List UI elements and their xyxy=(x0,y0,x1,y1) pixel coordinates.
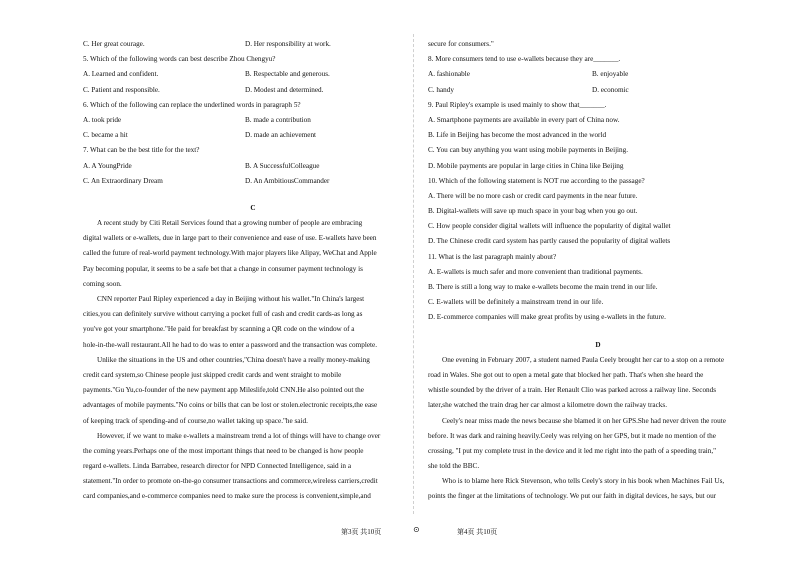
section-heading-d: D xyxy=(595,340,601,349)
passage-line: cities,you can definitely survive without carrying a pocket full of cash and credit cards-as long as xyxy=(83,310,363,319)
option-d: D. An AmbitiousCommander xyxy=(245,176,330,185)
left-page xyxy=(83,0,423,505)
section-heading-c: C xyxy=(250,203,256,212)
passage-line: Unlike the situations in the US and other countries,"China doesn't have a really money-making xyxy=(97,355,370,364)
passage-line: CNN reporter Paul Ripley experienced a day in Beijing without his wallet."In China's largest xyxy=(97,295,365,303)
passage-line: before. It was dark and raining heavily.Ceely was relying on her GPS, but it made no mention of the xyxy=(428,431,716,440)
passage-line: you've got your smartphone."He paid for breakfast by scanning a QR code on the window of a xyxy=(83,325,355,334)
passage-continuation: secure for consumers." xyxy=(428,40,494,48)
option-c: C. How people consider digital wallets will influence the popularity of digital wallet xyxy=(428,222,671,231)
option-d: D. made an achievement xyxy=(245,131,317,140)
question-8: 8. More consumers tend to use e-wallets because they are_______. xyxy=(428,55,621,64)
passage-line: payments."Gu Yu,co-founder of the new payment app Mileslife,told CNN.He also pointed out the xyxy=(83,386,364,395)
passage-line: coming soon. xyxy=(83,279,122,288)
page-number-left: 第3页 共10页 xyxy=(341,528,382,536)
option-b: B. Life in Beijing has become the most advanced in the world xyxy=(428,131,607,140)
binding-mark-icon: ⊙ xyxy=(413,525,420,534)
passage-line: credit card system,so Chinese people just skipped credit cards and went straight to mobile xyxy=(83,370,342,379)
option-a: A. Smartphone payments are available in every part of China now. xyxy=(428,115,620,124)
right-page xyxy=(428,0,768,505)
passage-line: of keeping track of spending-and of course,no wallet taking up space."he said. xyxy=(83,416,308,425)
passage-line: points the finger at the limitations of technology. We put our faith in digital devices, he says, but our xyxy=(428,492,717,501)
option-c: C. handy xyxy=(428,85,454,94)
question-11: 11. What is the last paragraph mainly about? xyxy=(428,252,557,261)
passage-line: regard e-wallets. Linda Barrabee, research director for NPD Connected Intelligence, said in a xyxy=(83,462,352,471)
option-c: C. Her great courage. xyxy=(83,40,145,48)
passage-line: One evening in February 2007, a student named Paula Ceely brought her car to a stop on a remote xyxy=(442,355,725,364)
passage-line: called the future of real-world payment technology.With major players like Alipay, WeChat and Apple xyxy=(83,249,377,258)
passage-line: advantages of mobile payments."No coins or bills that can be lost or stolen.electronic receipts,the ease xyxy=(83,401,378,410)
option-row xyxy=(428,67,768,82)
option-d: D. Modest and determined. xyxy=(245,85,324,94)
passage-line: Pay becoming popular, it seems to be a safe bet that a change in consumer payment technology is xyxy=(83,264,363,273)
option-c: C. You can buy anything you want using mobile payments in Beijing. xyxy=(428,146,629,155)
option-a: A. fashionable xyxy=(428,70,470,79)
page-number-right: 第4页 共10页 xyxy=(457,528,498,536)
passage-line: the coming years.Perhaps one of the most important things that need to be changed is how people xyxy=(83,446,364,455)
passage-line: whistle sounded by the driver of a train. Her Renault Clio was parked across a railway line. Seconds xyxy=(428,386,717,395)
passage-line: card companies,and e-commerce companies need to make sure the process is convenient,simple,and xyxy=(83,492,371,501)
question-7: 7. What can be the best title for the text? xyxy=(83,146,200,155)
option-row xyxy=(428,83,768,98)
passage-line: digital wallets or e-wallets, due in large part to their convenience and ease of use. E-wallets have been xyxy=(83,234,377,243)
passage-line: road in Wales. She got out to open a metal gate that blocked her path. That's when she heard the xyxy=(428,370,704,379)
option-row xyxy=(83,159,423,174)
option-a: A. There will be no more cash or credit card payments in the near future. xyxy=(428,191,638,200)
option-a: A. took pride xyxy=(83,115,122,124)
option-c: C. Patient and responsible. xyxy=(83,85,160,94)
option-b: B. There is still a long way to make e-wallets become the main trend in our life. xyxy=(428,283,658,291)
option-c: C. became a hit xyxy=(83,131,128,140)
question-10: 10. Which of the following statement is NOT rue according to the passage? xyxy=(428,176,645,185)
question-9: 9. Paul Ripley's example is used mainly to show that_______. xyxy=(428,100,607,109)
option-d: D. Mobile payments are popular in large cities in China like Beijing xyxy=(428,161,624,170)
passage-line: statement."In order to promote on-the-go consumer transactions and commerce,wireless carriers,credit xyxy=(83,477,378,486)
passage-line: Ceely's near miss made the news because she blamed it on her GPS.She had never driven the route xyxy=(442,416,726,425)
passage-line: A recent study by Citi Retail Services found that a growing number of people are embracing xyxy=(97,219,363,228)
option-c: C. E-wallets will be definitely a mainstream trend in our life. xyxy=(428,298,604,307)
option-d: D. Her responsibility at work. xyxy=(245,40,331,48)
question-5: 5. Which of the following words can best describe Zhou Chengyu? xyxy=(83,55,276,64)
passage-line: crossing, "I put my complete trust in the device and it led me right into the path of a speeding train," xyxy=(428,446,717,455)
option-b: B. Respectable and generous. xyxy=(245,70,330,79)
passage-line: she told the BBC. xyxy=(428,462,480,471)
option-d: D. The Chinese credit card system has partly caused the popularity of digital wallets xyxy=(428,237,671,246)
option-b: B. enjoyable xyxy=(592,70,629,79)
option-a: A. Learned and confident. xyxy=(83,70,159,79)
passage-line: hole-in-the-wall restaurant.All he had to do was to enter a password and the transaction was complete. xyxy=(83,340,377,349)
option-row xyxy=(83,174,423,189)
option-b: B. Digital-wallets will save up much space in your bag when you go out. xyxy=(428,207,638,216)
passage-line: Who is to blame here Rick Stevenson, who tells Ceely's story in his book when Machines Fail Us, xyxy=(442,477,725,486)
option-row xyxy=(83,83,423,98)
option-d: D. economic xyxy=(592,85,629,94)
option-b: B. made a contribution xyxy=(245,115,311,124)
option-c: C. An Extraordinary Dream xyxy=(83,176,163,185)
option-a: A. E-wallets is much safer and more convenient than traditional payments. xyxy=(428,267,643,276)
option-b: B. A SuccessfulColleague xyxy=(245,161,320,170)
option-d: D. E-commerce companies will make great profits by using e-wallets in the future. xyxy=(428,313,666,322)
passage-line: However, if we want to make e-wallets a mainstream trend a lot of things will have to change over xyxy=(97,431,381,440)
passage-line: later,she watched the train drag her car almost a kilometre down the railway tracks. xyxy=(428,401,667,410)
option-a: A. A YoungPride xyxy=(83,161,132,170)
option-row xyxy=(83,113,423,128)
option-row xyxy=(83,128,423,143)
question-6: 6. Which of the following can replace the underlined words in paragraph 5? xyxy=(83,100,301,109)
option-row xyxy=(83,67,423,82)
option-row xyxy=(83,37,423,52)
